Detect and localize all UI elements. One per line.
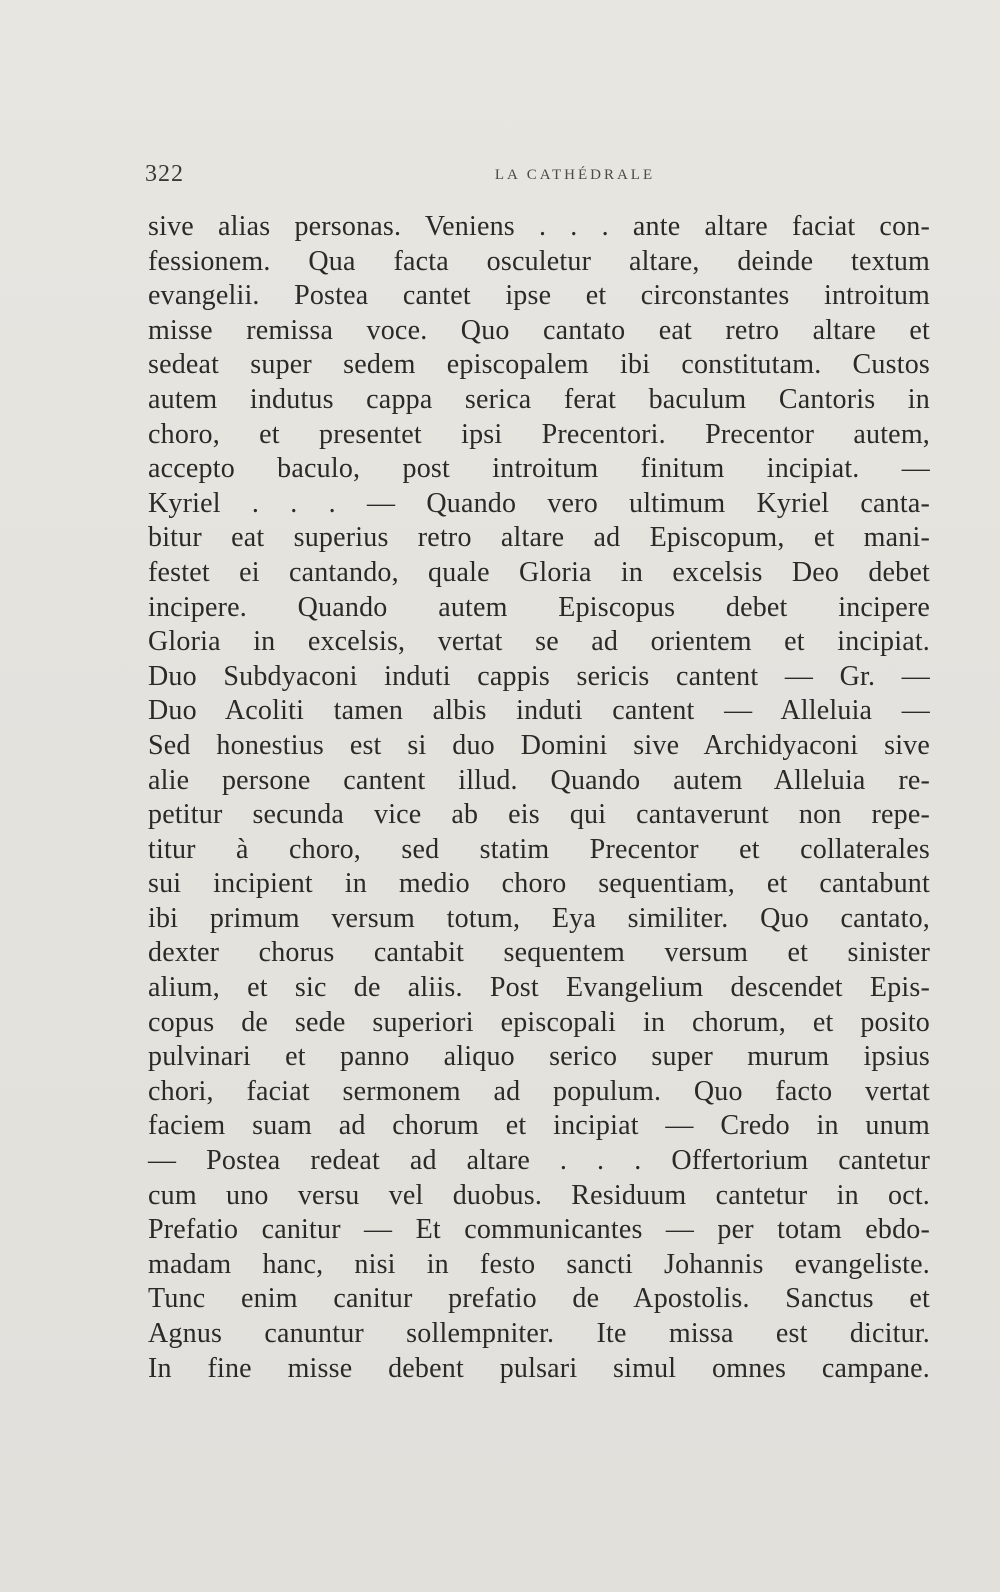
text-line: sedeat super sedem episcopalem ibi constitutam. Custos: [148, 349, 930, 381]
text-line: Duo Subdyaconi induti cappis sericis cantent — Gr. —: [148, 660, 930, 692]
text-line: alium, et sic de aliis. Post Evangelium descendet Epis-: [148, 972, 930, 1004]
text-line: Gloria in excelsis, vertat se ad orientem et incipiat.: [148, 626, 930, 658]
text-line: ibi primum versum totum, Eya similiter. Quo cantato,: [148, 902, 930, 934]
page-number: 322: [145, 161, 184, 187]
text-line: autem indutus cappa serica ferat baculum Cantoris in: [148, 383, 930, 415]
text-line: Duo Acoliti tamen albis induti cantent — Alleluia —: [148, 695, 930, 727]
text-line: evangelii. Postea cantet ipse et circonstantes introitum: [148, 280, 930, 312]
text-line: Sed honestius est si duo Domini sive Archidyaconi sive: [148, 729, 930, 761]
text-line: — Postea redeat ad altare . . . Offertorium cantetur: [148, 1145, 930, 1177]
text-line: faciem suam ad chorum et incipiat — Credo in unum: [148, 1110, 930, 1142]
text-line: pulvinari et panno aliquo serico super murum ipsius: [148, 1041, 930, 1073]
running-head: LA CATHÉDRALE: [494, 167, 656, 183]
text-line: In fine misse debent pulsari simul omnes campane.: [148, 1352, 930, 1384]
text-line: accepto baculo, post introitum finitum incipiat. —: [148, 453, 930, 485]
text-line: sive alias personas. Veniens . . . ante altare faciat con-: [148, 211, 930, 242]
text-line: Agnus canuntur sollempniter. Ite missa est dicitur.: [148, 1318, 930, 1349]
text-line: misse remissa voce. Quo cantato eat retro altare et: [148, 314, 930, 346]
text-line: chori, faciat sermonem ad populum. Quo facto vertat: [148, 1075, 930, 1107]
text-line: choro, et presentet ipsi Precentori. Precentor autem,: [148, 418, 930, 450]
text-line: madam hanc, nisi in festo sancti Johannis evangeliste.: [148, 1248, 930, 1280]
text-line: incipere. Quando autem Episcopus debet incipere: [148, 591, 930, 623]
body-text: [148, 210, 930, 1386]
text-line: titur à choro, sed statim Precentor et collaterales: [148, 833, 930, 865]
text-line: sui incipient in medio choro sequentiam, et cantabunt: [148, 868, 930, 900]
text-line: Prefatio canitur — Et communicantes — per totam ebdo-: [148, 1214, 930, 1246]
text-line: festet ei cantando, quale Gloria in excelsis Deo debet: [148, 556, 930, 588]
text-line: bitur eat superius retro altare ad Episcopum, et mani-: [148, 522, 930, 554]
text-line: copus de sede superiori episcopali in chorum, et posito: [148, 1006, 930, 1038]
page-header: [145, 161, 925, 191]
text-line: Tunc enim canitur prefatio de Apostolis. Sanctus et: [148, 1283, 930, 1315]
text-line: alie persone cantent illud. Quando autem Alleluia re-: [148, 764, 930, 796]
text-line: petitur secunda vice ab eis qui cantaverunt non repe-: [148, 799, 930, 831]
text-line: dexter chorus cantabit sequentem versum et sinister: [148, 937, 930, 969]
text-line: fessionem. Qua facta osculetur altare, deinde textum: [148, 245, 930, 277]
text-line: cum uno versu vel duobus. Residuum cantetur in oct.: [148, 1179, 930, 1211]
text-line: Kyriel . . . — Quando vero ultimum Kyriel canta-: [148, 487, 930, 519]
